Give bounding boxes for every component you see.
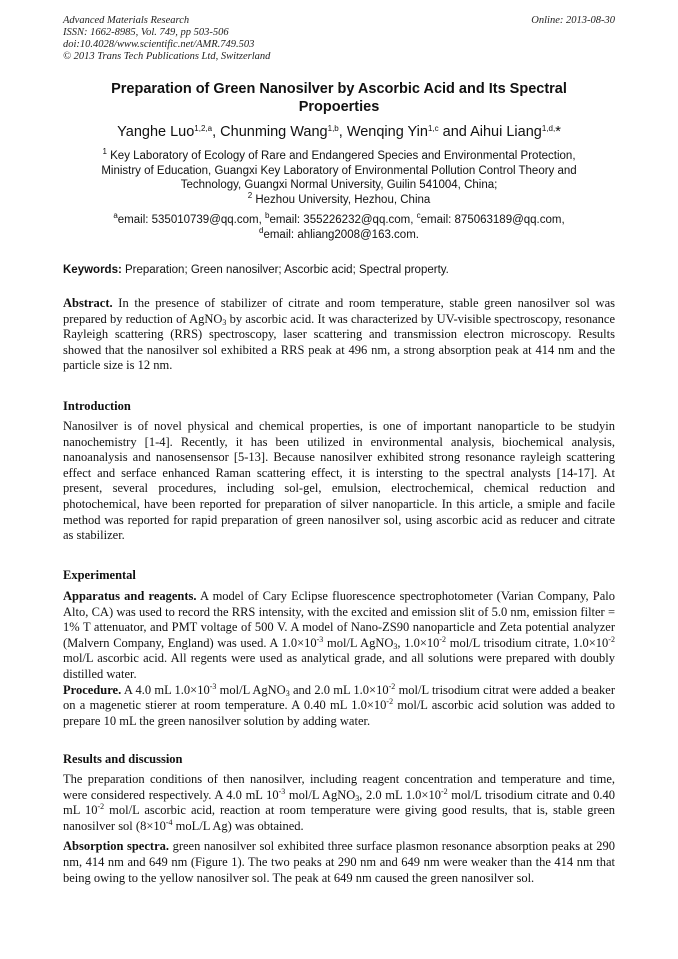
procedure-label: Procedure. bbox=[63, 682, 122, 697]
author-name: Yanghe Luo bbox=[117, 124, 195, 140]
affiliation-number: 2 bbox=[247, 190, 253, 200]
email-mark: c bbox=[416, 211, 421, 220]
body-text: mol/L trisodium citrate, 1.0×10 bbox=[446, 635, 609, 650]
affiliation-number: 1 bbox=[102, 147, 107, 156]
body-text: mol/L ascorbic acid. All regents were used as analytical grade, and all solutions were prepared with doubly distilled water. bbox=[63, 651, 615, 681]
author-name: Chunming Wang bbox=[220, 124, 328, 140]
introduction-body bbox=[63, 419, 615, 544]
apparatus-label: Apparatus and reagents. bbox=[63, 589, 197, 603]
section-heading-experimental: Experimental bbox=[63, 568, 136, 582]
author-emails bbox=[63, 213, 615, 242]
body-text: A 4.0 mL 1.0×10 bbox=[123, 682, 210, 697]
superscript: -3 bbox=[209, 681, 217, 691]
author-name: Wenqing Yin bbox=[346, 124, 428, 140]
body-text: mol/L ascorbic acid, reaction at room temperature were giving good results, that is, stable green nanosilver sol (8×10 bbox=[63, 803, 615, 833]
superscript: -2 bbox=[386, 697, 394, 707]
author-separator: and bbox=[438, 124, 471, 140]
author-affiliation-mark: 1,d, bbox=[541, 124, 556, 133]
body-text: , 2.0 mL 1.0×10 bbox=[359, 787, 441, 802]
keywords bbox=[63, 263, 615, 277]
email-address: email: 355226232@qq.com, bbox=[269, 214, 417, 226]
affiliation-line: Technology, Guangxi Normal University, Guilin 541004, China; bbox=[180, 179, 498, 191]
body-text: moL/L Ag) was obtained. bbox=[172, 818, 304, 833]
body-text: and 2.0 mL 1.0×10 bbox=[289, 682, 389, 697]
results-body bbox=[63, 772, 615, 886]
body-text: green nanosilver sol exhibited three surface plasmon resonance absorption peaks at 290 nm, 414 nm and 649 nm (Figure 1). The two peaks at 290 nm and 649 nm were weaker than the 414 nm that being owing to the yellow nanosilver sol. The peak at 649 nm caused the green nanosilver sol. bbox=[63, 839, 616, 885]
email-address: email: 875063189@qq.com, bbox=[420, 214, 565, 226]
section-heading-results: Results and discussion bbox=[63, 752, 183, 766]
absorption-paragraph bbox=[63, 839, 615, 886]
results-paragraph bbox=[63, 772, 615, 834]
subscript: 3 bbox=[355, 793, 360, 803]
apparatus-paragraph bbox=[63, 589, 615, 683]
experimental-body bbox=[63, 589, 615, 729]
email-line bbox=[63, 225, 615, 243]
body-text: The preparation conditions of then nanosilver, including reagent concentration and temperature and time, were considered respectively. A 4.0 mL 10 bbox=[63, 772, 615, 802]
abstract-paragraph bbox=[63, 296, 615, 374]
body-text: mol/L AgNO bbox=[323, 635, 394, 650]
subscript: 3 bbox=[393, 641, 398, 651]
journal-name: Advanced Materials Research bbox=[63, 15, 190, 26]
author-list bbox=[50, 123, 628, 141]
online-date: Online: 2013-08-30 bbox=[531, 15, 615, 26]
author-separator: , bbox=[212, 124, 221, 140]
keywords-label: Keywords: bbox=[63, 264, 122, 276]
affiliation-line: Ministry of Education, Guangxi Key Laboratory of Environmental Pollution Control Theory and bbox=[101, 164, 577, 177]
abstract-text: by ascorbic acid. It was characterized by UV-visible spectroscopy, resonance Rayleigh scattering (RRS) spectroscopy, laser scattering and transmission electron microscopy. Results showed that the nanosilver sol exhibited a RRS peak at 496 nm, a strong absorption peak at 414 nm and the particle size is 12 nm. bbox=[63, 311, 616, 373]
author-affiliation-mark: 1,c bbox=[427, 124, 439, 133]
journal-copyright: © 2013 Trans Tech Publications Ltd, Switzerland bbox=[63, 51, 271, 62]
affiliation-line: Hezhou University, Hezhou, China bbox=[255, 193, 431, 206]
procedure-paragraph bbox=[63, 683, 615, 730]
email-address: email: 535010739@qq.com, bbox=[117, 214, 265, 226]
author-name: Aihui Liang bbox=[470, 124, 542, 140]
superscript: -3 bbox=[278, 786, 286, 796]
keywords-text: Preparation; Green nanosilver; Ascorbic acid; Spectral property. bbox=[125, 264, 449, 276]
affiliation-2 bbox=[63, 190, 615, 208]
email-mark: b bbox=[264, 211, 270, 220]
superscript: -4 bbox=[165, 817, 173, 827]
body-text: mol/L trisodium citrat were added a beaker on a magenetic stierer at room temperature. A 0.40 mL 1.0×10 bbox=[63, 682, 615, 713]
email-line bbox=[63, 213, 615, 228]
superscript: -2 bbox=[439, 634, 447, 644]
affiliation-line: Key Laboratory of Ecology of Rare and Endangered Species and Environmental Protection, bbox=[110, 150, 576, 162]
absorption-label: Absorption spectra. bbox=[63, 839, 169, 854]
superscript: -2 bbox=[608, 634, 615, 644]
abstract-label: Abstract. bbox=[63, 296, 113, 310]
journal-info bbox=[63, 15, 270, 63]
affiliation-1 bbox=[63, 149, 615, 164]
author-separator: , bbox=[338, 124, 347, 140]
email-address: email: ahliang2008@163.com. bbox=[263, 228, 419, 241]
abstract bbox=[63, 296, 615, 374]
superscript: -2 bbox=[97, 802, 105, 812]
superscript: -3 bbox=[316, 634, 324, 644]
email-mark: d bbox=[259, 225, 264, 235]
journal-doi: doi:10.4028/www.scientific.net/AMR.749.503 bbox=[63, 39, 255, 50]
body-text: A model of Cary Eclipse fluorescence spectrophotometer (Varian Company, Palo Alto, CA) was used to record the RRS intensity, with the excited and emission slit of 5.0 nm, emission filter = 1% T attenuator, and PMT voltage of 500 V. A model of Nano-ZS90 nanoparticle and Zeta potential analyzer (Malvern Company, England) was used. A 1.0×10 bbox=[63, 589, 615, 650]
subscript: 3 bbox=[222, 317, 227, 327]
subscript: 3 bbox=[285, 688, 290, 698]
paper-title bbox=[63, 80, 615, 116]
body-text: mol/L AgNO bbox=[216, 682, 286, 697]
section-heading-introduction: Introduction bbox=[63, 399, 131, 413]
body-text: mol/L trisodium citrate and 0.40 mL 10 bbox=[63, 787, 615, 818]
title-line-1: Preparation of Green Nanosilver by Ascorbic Acid and Its Spectral bbox=[111, 81, 567, 97]
abstract-text: In the presence of stabilizer of citrate and room temperature, stable green nanosilver sol was prepared by reduction of AgNO bbox=[63, 296, 615, 326]
superscript: -2 bbox=[440, 786, 448, 796]
body-text: , 1.0×10 bbox=[397, 635, 440, 650]
superscript: -2 bbox=[388, 681, 396, 691]
affiliations bbox=[63, 149, 615, 207]
corresponding-mark: * bbox=[555, 124, 561, 140]
author-affiliation-mark: 1,b bbox=[327, 124, 339, 133]
body-text: mol/L ascorbic acid solution was added to prepare 10 mL the green nanosilver solution by adding water. bbox=[63, 698, 615, 728]
body-text: mol/L AgNO bbox=[285, 787, 356, 802]
title-line-2: Propoerties bbox=[298, 99, 380, 115]
introduction-paragraph: Nanosilver is of novel physical and chemical properties, is one of important nanoparticle to be studyin nanochemistry [1-4]. Recently, it has been utilized in environmental analysis, biochemical analysis, nanoanalysis and nanosensensor [5-13]. Because nanosilver exhibited strong resonance rayleigh scattering effect and serface enhanced Raman scattering effect, it is intersting to the spectral analysts [14-17]. At present, several procedures, including sol-gel, emulsion, electrochemical, chemical reduction and photochemical, have been reported for preparation of silver nanoparticle. In this article, a smiple and facile method was reported for rapid preparation of green nanosilver sol, using ascorbic acid as reducer and citrate as stabilizer. bbox=[63, 419, 615, 543]
email-mark: a bbox=[113, 211, 118, 220]
journal-issn: ISSN: 1662-8985, Vol. 749, pp 503-506 bbox=[63, 27, 229, 38]
author-affiliation-mark: 1,2,a bbox=[194, 124, 213, 133]
